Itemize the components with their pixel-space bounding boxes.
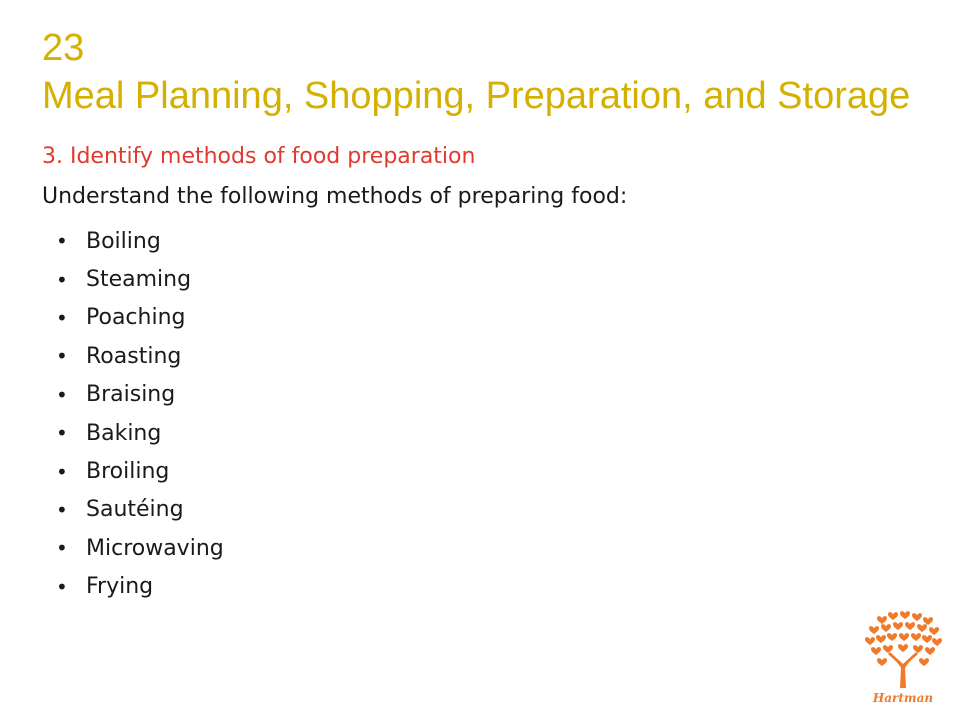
bullet-icon: • — [56, 497, 68, 522]
tree-of-hearts-icon — [862, 608, 944, 692]
bullet-icon: • — [56, 344, 68, 369]
method-list — [56, 222, 224, 606]
method-label: Baking — [86, 420, 162, 446]
section-heading: 3. Identify methods of food preparation — [42, 144, 476, 169]
list-item — [56, 529, 224, 567]
list-item — [56, 452, 224, 490]
chapter-number: 23 — [42, 27, 85, 69]
method-label: Roasting — [86, 343, 182, 369]
bullet-icon: • — [56, 459, 68, 484]
chapter-title: Meal Planning, Shopping, Preparation, and Storage — [42, 75, 911, 117]
method-label: Microwaving — [86, 535, 224, 561]
list-item — [56, 337, 224, 375]
hartman-logo — [862, 608, 944, 712]
bullet-icon: • — [56, 382, 68, 407]
method-label: Boiling — [86, 228, 161, 254]
method-label: Broiling — [86, 459, 170, 485]
bullet-icon: • — [56, 574, 68, 599]
method-label: Poaching — [86, 305, 186, 331]
list-item — [56, 491, 224, 529]
method-label: Frying — [86, 574, 154, 600]
bullet-icon: • — [56, 305, 68, 330]
list-item — [56, 414, 224, 452]
bullet-icon: • — [56, 421, 68, 446]
list-item — [56, 260, 224, 298]
intro-text: Understand the following methods of preparing food: — [42, 184, 628, 209]
bullet-icon: • — [56, 267, 68, 292]
list-item — [56, 376, 224, 414]
list-item — [56, 222, 224, 260]
list-item — [56, 299, 224, 337]
logo-text: Hartman — [872, 691, 934, 705]
method-label: Braising — [86, 382, 176, 408]
method-label: Sautéing — [86, 497, 184, 523]
list-item — [56, 568, 224, 606]
method-label: Steaming — [86, 267, 192, 293]
bullet-icon: • — [56, 536, 68, 561]
bullet-icon: • — [56, 229, 68, 254]
